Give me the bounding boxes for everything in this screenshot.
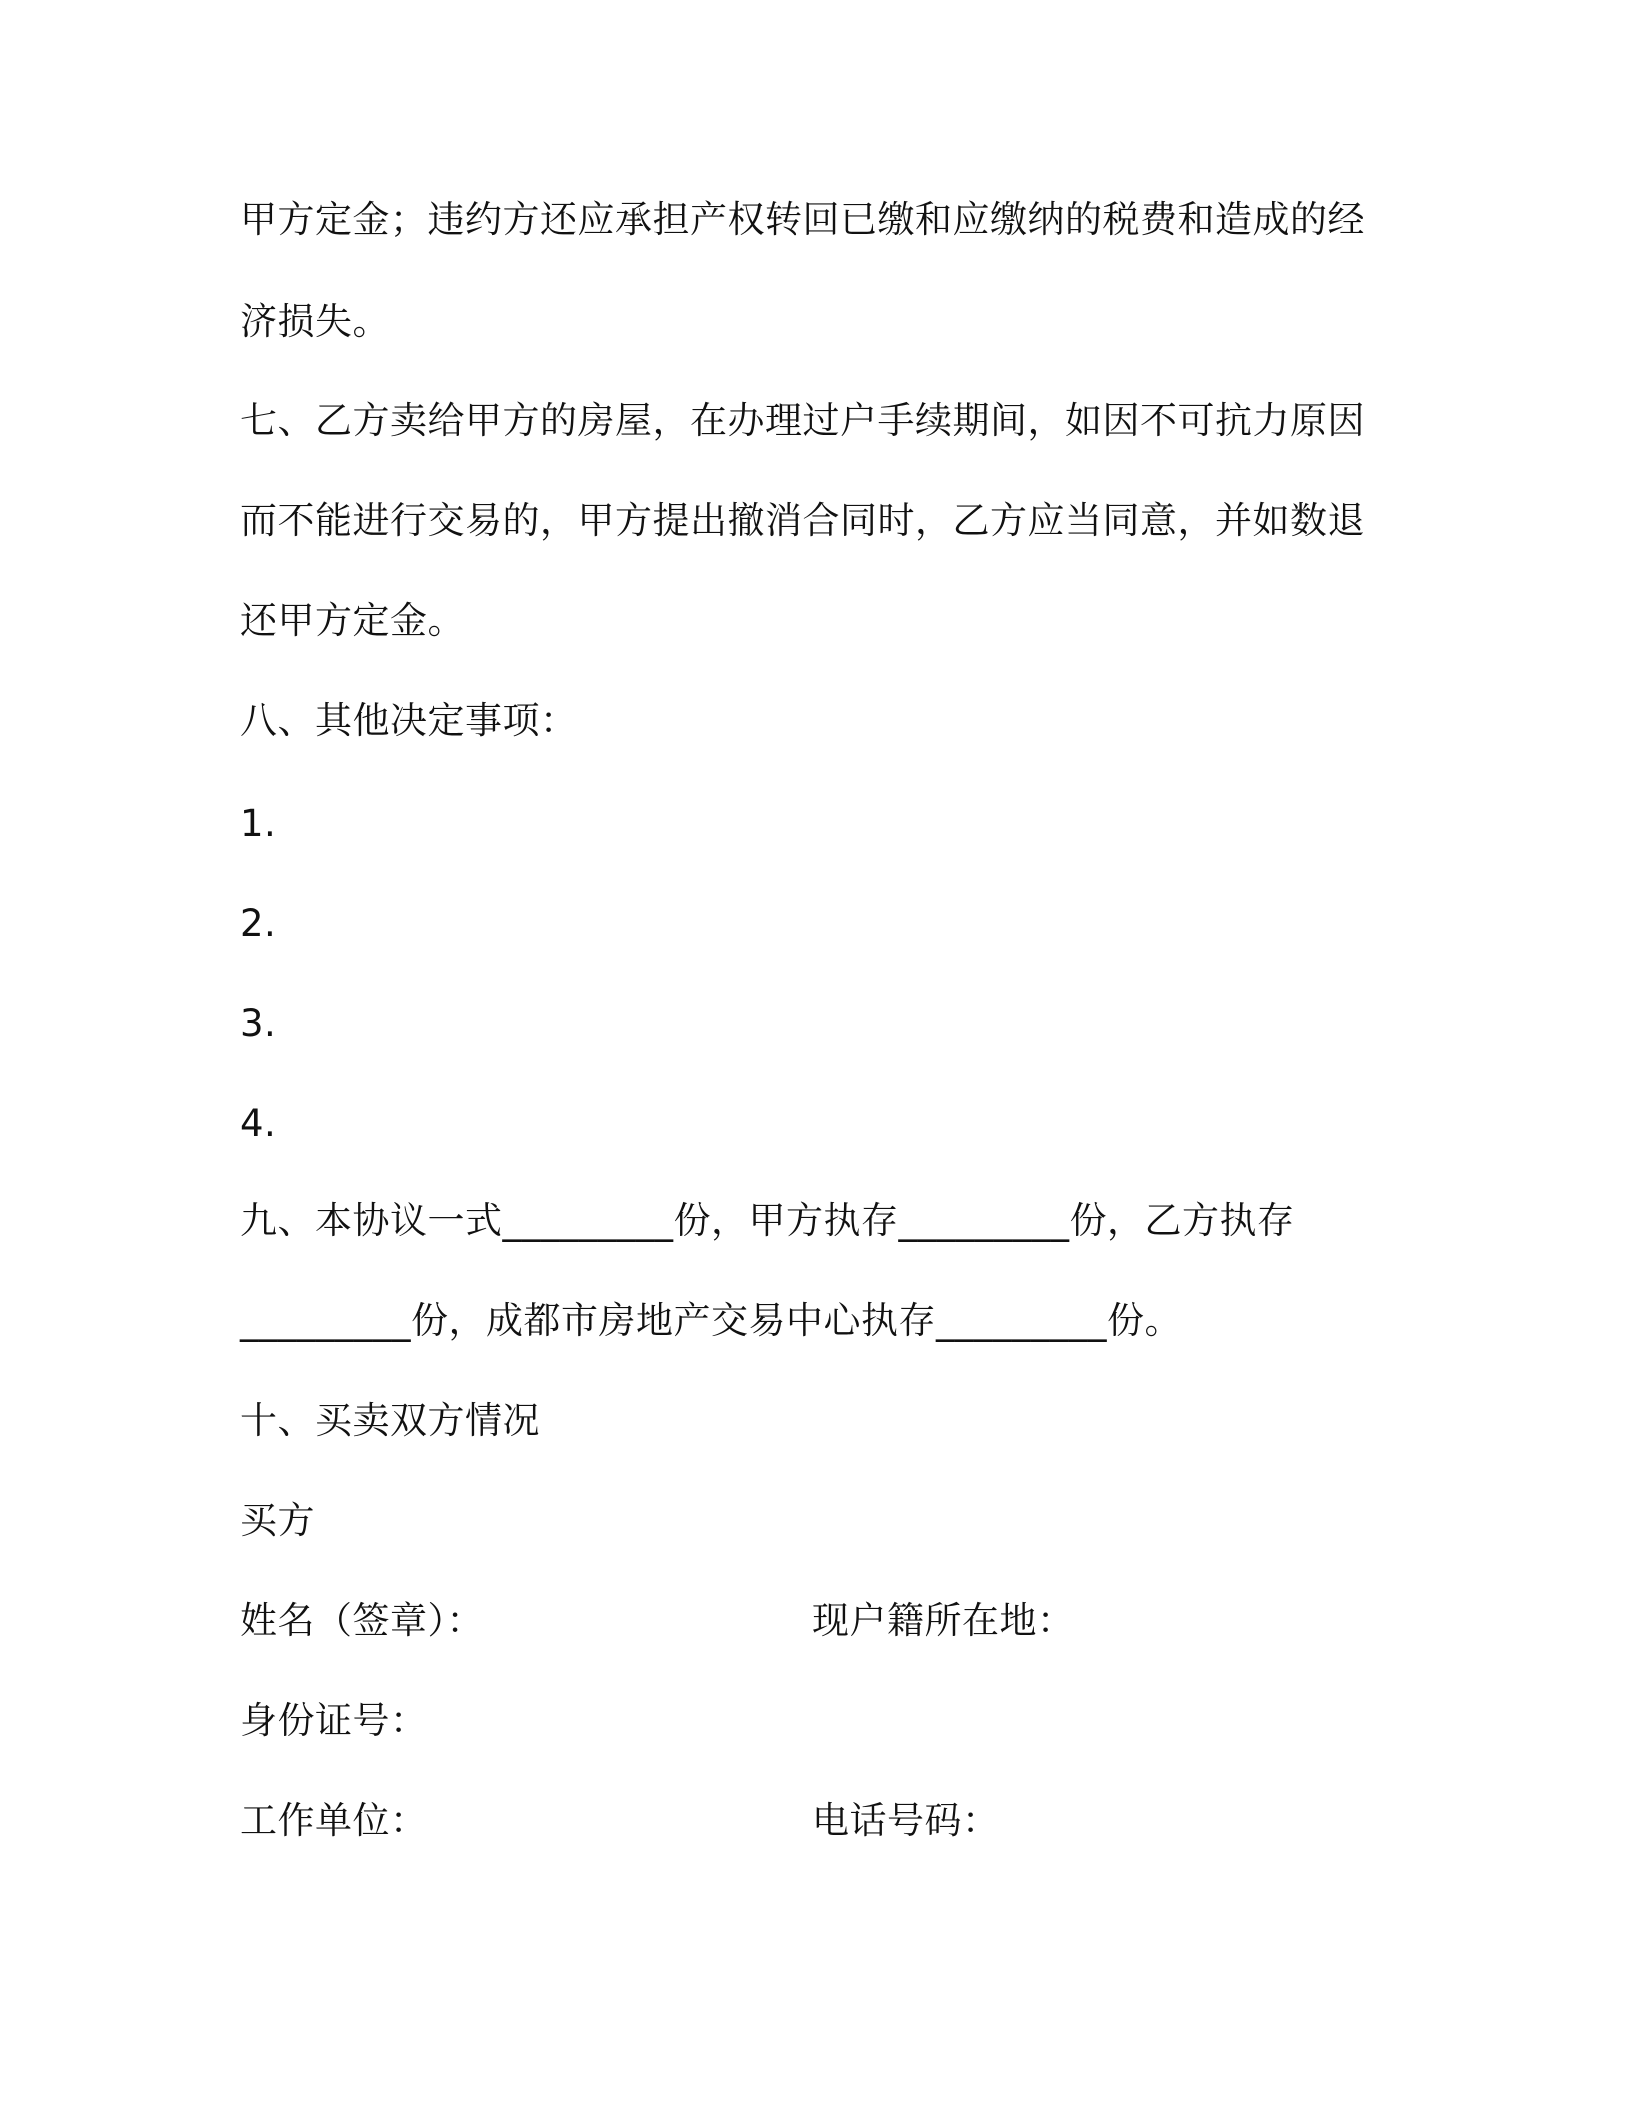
clause10-heading: 十、买卖双方情况 — [240, 1399, 540, 1442]
clause7-line1: 七、乙方卖给甲方的房屋，在办理过户手续期间，如因不可抗力原因 — [240, 399, 1365, 442]
buyer-phone-field: 电话号码： — [812, 1799, 1000, 1842]
clause6-line2: 济损失。 — [240, 300, 390, 343]
clause9-line1: 九、本协议一式_________份，甲方执存_________份，乙方执存 — [240, 1199, 1295, 1242]
clause9-line2: _________份，成都市房地产交易中心执存_________份。 — [240, 1299, 1182, 1342]
clause6-line1: 甲方定金；违约方还应承担产权转回已缴和应缴纳的税费和造成的经 — [240, 198, 1365, 241]
clause8-heading: 八、其他决定事项： — [240, 699, 578, 742]
buyer-work-field: 工作单位： — [240, 1799, 428, 1842]
clause8-item-3: 3. — [240, 1002, 277, 1045]
clause8-item-2: 2. — [240, 902, 277, 945]
clause8-item-4: 4. — [240, 1102, 277, 1145]
clause7-line2: 而不能进行交易的，甲方提出撤消合同时，乙方应当同意，并如数退 — [240, 499, 1365, 542]
buyer-residence-field: 现户籍所在地： — [812, 1599, 1075, 1642]
buyer-id-field: 身份证号： — [240, 1699, 428, 1742]
buyer-label: 买方 — [240, 1499, 315, 1542]
clause8-item-1: 1. — [240, 802, 277, 845]
clause7-line3: 还甲方定金。 — [240, 599, 465, 642]
buyer-name-field: 姓名（签章）： — [240, 1599, 484, 1642]
